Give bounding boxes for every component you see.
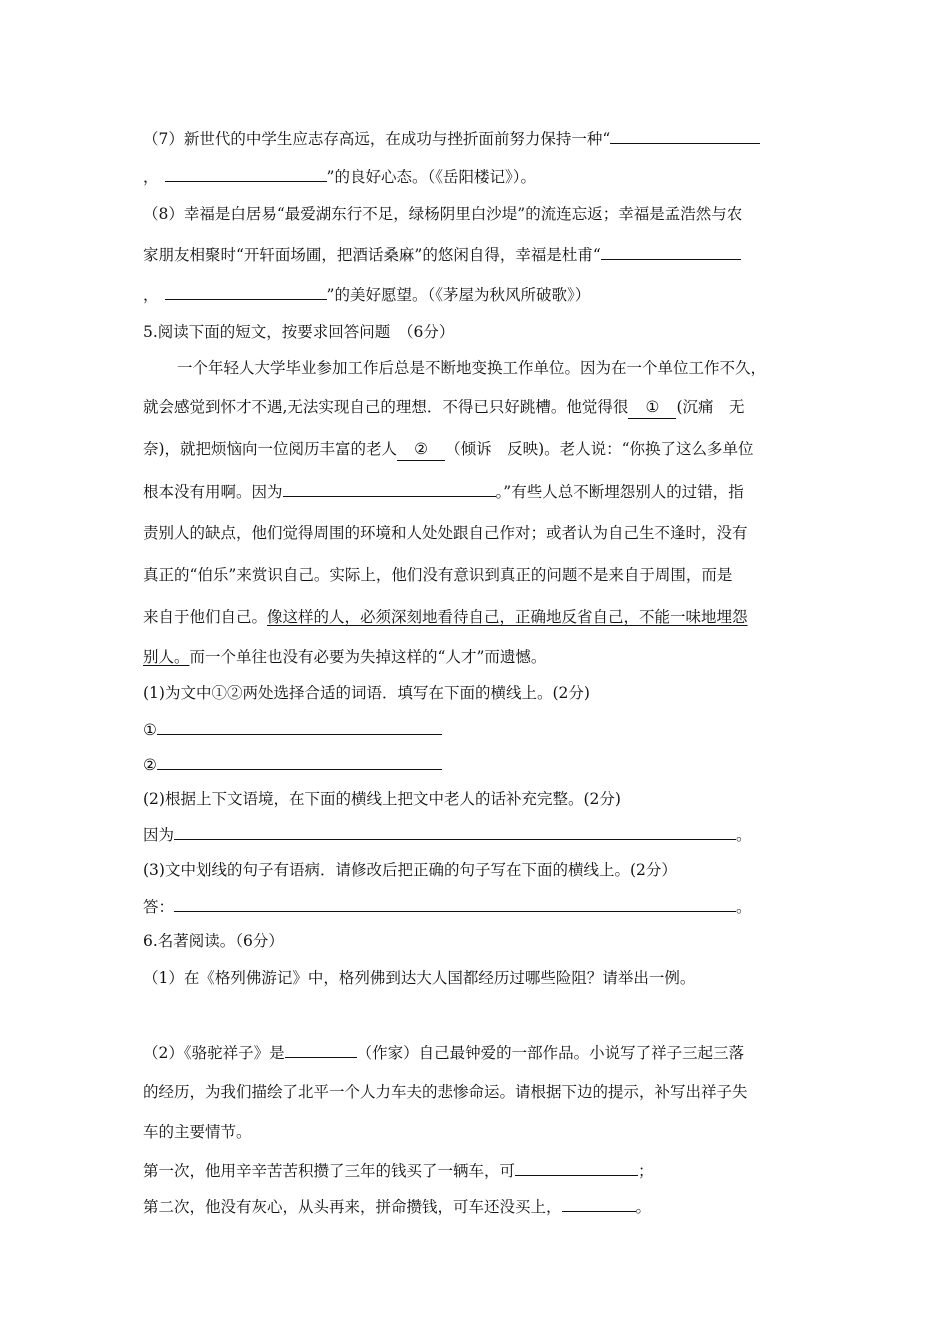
passage-text: 就会感觉到怀才不遇,无法实现自己的理想．不得已只好跳槽。他觉得很 xyxy=(143,398,629,416)
passage-text: （倾诉 反映)。老人说：“你换了这么多单位 xyxy=(445,440,754,458)
passage-text: 奈)，就把烦恼向一位阅历丰富的老人 xyxy=(143,440,398,458)
item-8-text: 家朋友相聚时“开轩面场圃，把酒话桑麻”的悠闲自得，幸福是杜甫“ xyxy=(143,246,601,264)
passage-line-6: 真正的“伯乐”来赏识自己。实际上，他们没有意识到真正的问题不是来自于周围，而是 xyxy=(143,566,733,584)
q6-text: 。 xyxy=(635,1198,652,1216)
period: 。 xyxy=(736,826,752,844)
passage-line-2 xyxy=(143,396,745,419)
blank-1: ① xyxy=(628,396,676,419)
answer-label: ② xyxy=(143,756,157,774)
item-7-line-2 xyxy=(143,165,536,188)
answer-blank[interactable] xyxy=(165,283,327,300)
answer-line-4 xyxy=(143,895,752,918)
q6-text: 第一次，他用辛辛苦苦积攒了三年的钱买了一辆车，可 xyxy=(143,1162,516,1180)
answer-blank[interactable] xyxy=(515,1159,638,1176)
q5-sub-1: (1)为文中①②两处选择合适的词语．填写在下面的横线上。(2分) xyxy=(143,684,590,702)
answer-blank[interactable] xyxy=(601,243,741,260)
underlined-sentence: 像这样的人，必须深刻地看待自己，正确地反省自己，不能一味地埋怨 xyxy=(267,608,748,626)
q6-sub-2-line-1 xyxy=(143,1041,744,1064)
passage-line-4 xyxy=(143,480,744,503)
answer-blank[interactable] xyxy=(562,1195,636,1212)
answer-label: 因为 xyxy=(143,826,175,844)
item-7-line-1 xyxy=(143,127,760,150)
comma: ， xyxy=(143,286,159,304)
answer-blank[interactable] xyxy=(165,165,327,182)
item-7-text-end: ”的良好心态。（《岳阳楼记》）。 xyxy=(326,168,536,186)
q5-sub-2: (2)根据上下文语境，在下面的横线上把文中老人的话补充完整。(2分) xyxy=(143,790,621,808)
q6-text: 第二次，他没有灰心，从头再来，拼命攒钱，可车还没买上， xyxy=(143,1198,562,1216)
answer-line-2 xyxy=(143,753,442,776)
answer-blank[interactable] xyxy=(610,127,760,144)
q6-text: ； xyxy=(638,1162,654,1180)
passage-text: 而一个单往也没有必要为失掉这样的“人才”而遗憾。 xyxy=(189,648,547,666)
answer-blank[interactable] xyxy=(157,718,442,735)
passage-text: 。”有些人总不断埋怨别人的过错，指 xyxy=(495,483,744,501)
underlined-sentence-end: 别人。 xyxy=(143,648,190,666)
answer-blank[interactable] xyxy=(174,895,736,912)
q6-sub-1: （1）在《格列佛游记》中，格列佛到达大人国都经历过哪些险阻？请举出一例。 xyxy=(143,969,696,987)
answer-blank[interactable] xyxy=(157,753,442,770)
passage-text: 来自于他们自己。 xyxy=(143,608,268,626)
q6-text: （2）《骆驼祥子》是 xyxy=(143,1044,285,1062)
second-loss-line xyxy=(143,1195,651,1218)
passage-line-5: 责别人的缺点，他们觉得周围的环境和人处处跟自己作对；或者认为自己生不逢时，没有 xyxy=(143,524,748,542)
passage-line-7 xyxy=(143,606,748,628)
item-7-text: （7）新世代的中学生应志存高远，在成功与挫折面前努力保持一种“ xyxy=(143,130,611,148)
blank-2: ② xyxy=(397,438,445,461)
answer-label: 答： xyxy=(143,898,175,916)
answer-blank[interactable] xyxy=(174,823,736,840)
answer-line-3 xyxy=(143,823,752,846)
passage-text: (沉痛 无 xyxy=(676,398,745,416)
answer-blank[interactable] xyxy=(283,480,496,497)
q6-sub-2-line-3: 车的主要情节。 xyxy=(143,1123,252,1141)
passage-text: 根本没有用啊。因为 xyxy=(143,483,283,501)
period: 。 xyxy=(736,898,752,916)
comma: ， xyxy=(143,168,159,186)
q6-sub-2-line-2: 的经历，为我们描绘了北平一个人力车夫的悲惨命运。请根据下边的提示，补写出祥子失 xyxy=(143,1083,748,1101)
q6-title: 6.名著阅读。（6分） xyxy=(143,932,284,950)
answer-line-1 xyxy=(143,718,442,741)
q5-title: 5.阅读下面的短文，按要求回答问题 （6分） xyxy=(143,323,455,341)
item-8-line-2 xyxy=(143,243,741,266)
passage-line-8 xyxy=(143,646,546,668)
item-8-line-1: （8）幸福是白居易“最爱湖东行不足，绿杨阴里白沙堤”的流连忘返；幸福是孟浩然与农 xyxy=(143,205,743,223)
passage-line-1: 一个年轻人大学毕业参加工作后总是不断地变换工作单位。因为在一个单位工作不久， xyxy=(177,359,767,377)
item-8-line-3 xyxy=(143,283,590,306)
q5-sub-3: (3)文中划线的句子有语病．请修改后把正确的句子写在下面的横线上。(2分） xyxy=(143,861,677,879)
answer-label: ① xyxy=(143,721,157,739)
first-loss-line xyxy=(143,1159,654,1182)
q6-text: （作家）自己最钟爱的一部作品。小说写了祥子三起三落 xyxy=(356,1044,745,1062)
item-8-text-end: ”的美好愿望。（《茅屋为秋风所破歌》） xyxy=(326,286,591,304)
answer-blank[interactable] xyxy=(285,1041,357,1058)
passage-line-3 xyxy=(143,438,754,461)
